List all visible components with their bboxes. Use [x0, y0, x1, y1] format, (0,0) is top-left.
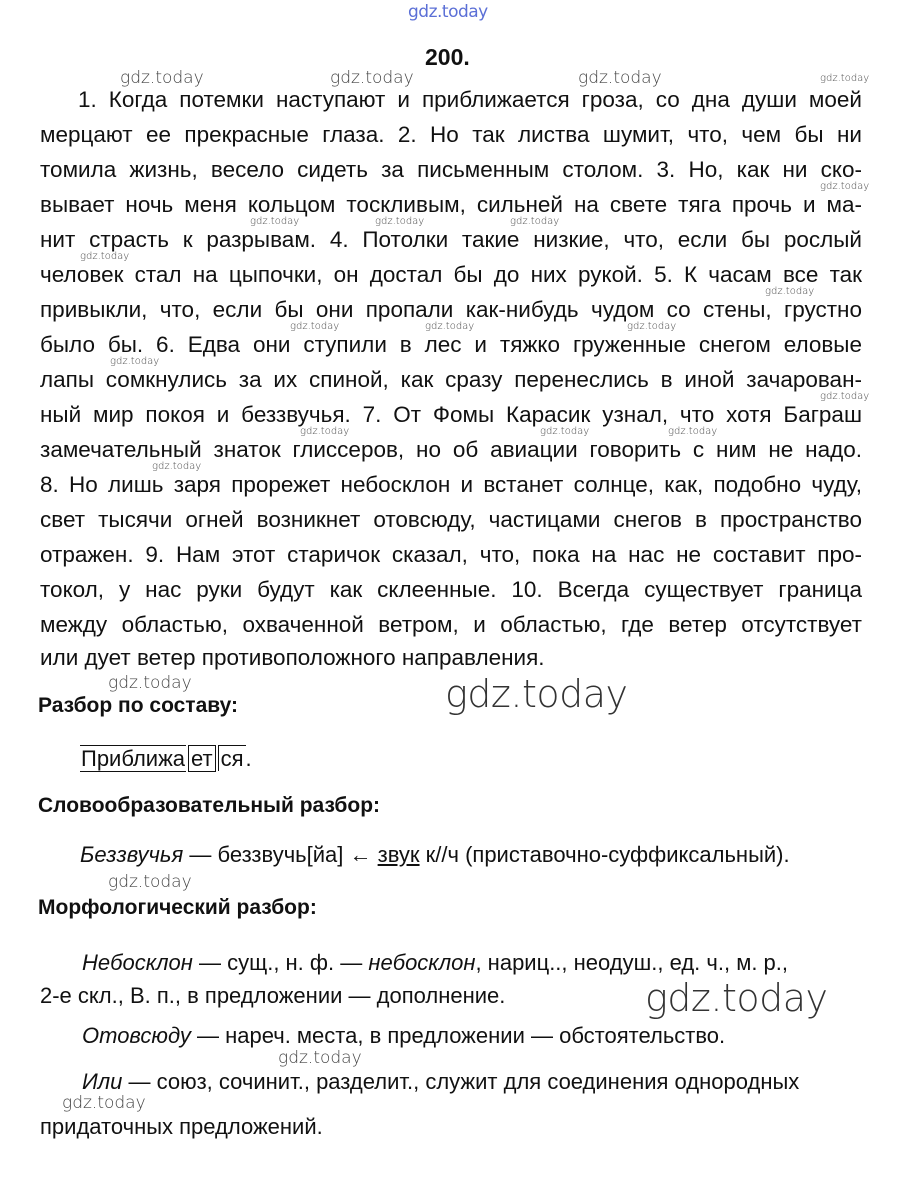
- exercise-number: 200.: [425, 44, 470, 70]
- morph-item: [82, 1023, 725, 1048]
- site-watermark-header: gdz.today: [408, 2, 488, 22]
- watermark: gdz.today: [152, 461, 202, 472]
- watermark: gdz.today: [375, 216, 425, 227]
- morph-text: — нареч. места, в предложении — обстоятельство.: [190, 1023, 726, 1048]
- watermark: gdz.today: [108, 872, 192, 892]
- text-line: ный мир покоя и беззвучья. 7. От Фомы Карасик узнал, что хотя Баграш: [40, 402, 862, 427]
- morph-item: [82, 1069, 799, 1094]
- text-line: мерцают ее прекрасные глаза. 2. Но так листва шумит, что, чем бы ни: [40, 122, 862, 147]
- text-line: между областью, охваченной ветром, и областью, где ветер отсутствует: [40, 612, 862, 637]
- watermark: gdz.today: [300, 426, 350, 437]
- watermark: gdz.today: [250, 216, 300, 227]
- text-line: токол, у нас руки будут как склеенные. 10. Всегда существует граница: [40, 577, 862, 602]
- watermark: gdz.today: [278, 1048, 362, 1068]
- word-root: Приближа: [81, 746, 186, 771]
- watermark: gdz.today: [627, 321, 677, 332]
- watermark: gdz.today: [290, 321, 340, 332]
- text-line: отражен. 9. Нам этот старичок сказал, что, пока на нас не составит про-: [40, 542, 862, 567]
- dash: —: [183, 842, 218, 867]
- watermark: gdz.today: [120, 68, 204, 88]
- text-line: 8. Но лишь заря прорежет небосклон и встанет солнце, как, подобно чуду,: [40, 472, 862, 497]
- text-line: человек стал на цыпочки, он достал бы до них рукой. 5. К часам все так: [40, 262, 862, 287]
- text-line: свет тысячи огней возникнет отовсюду, частицами снегов в пространство: [40, 507, 862, 532]
- morph-word: Небосклон: [82, 950, 193, 975]
- morph-text: , нариц.., неодуш., ед. ч., м. р.,: [475, 950, 789, 975]
- morph-item-cont: придаточных предложений.: [40, 1114, 323, 1139]
- watermark: gdz.today: [330, 68, 414, 88]
- morph-word: небосклон: [368, 950, 476, 975]
- text-line: томила жизнь, весело сидеть за письменным столом. 3. Но, как ни ско-: [40, 157, 862, 182]
- watermark: gdz.today: [540, 426, 590, 437]
- word-ending: ет: [188, 745, 216, 772]
- watermark: gdz.today: [62, 1093, 146, 1113]
- watermark: gdz.today: [425, 321, 475, 332]
- text-line: 1. Когда потемки наступают и приближается гроза, со дна души моей: [78, 87, 862, 112]
- morph-item: [82, 950, 788, 975]
- word-formation-heading: Словообразовательный разбор:: [38, 794, 381, 817]
- watermark: gdz.today: [80, 251, 130, 262]
- watermark: gdz.today: [110, 356, 160, 367]
- method: к//ч (приставочно-суффиксальный).: [419, 842, 790, 867]
- text-line: лапы сомкнулись за их спиной, как сразу перенеслись в иной зачарован-: [40, 367, 862, 392]
- morphology-heading: Морфологический разбор:: [38, 896, 317, 919]
- watermark: gdz.today: [668, 426, 718, 437]
- morpheme-analysis: беззвучь[йа]: [217, 842, 344, 867]
- watermark: gdz.today: [510, 216, 560, 227]
- text-line: было бы. 6. Едва они ступили в лес и тяжко груженные снегом еловые: [40, 332, 862, 357]
- morph-text: — сущ., н. ф. —: [192, 950, 369, 975]
- word-formation-analysis: [80, 842, 790, 867]
- morph-word: Или: [82, 1069, 123, 1094]
- arrow: ←: [343, 842, 378, 867]
- watermark: gdz.today: [820, 391, 870, 402]
- text-line: замечательный знаток глиссеров, но об авиации говорить с ним не надо.: [40, 437, 862, 462]
- watermark-large: gdz.today: [645, 976, 828, 1020]
- composition-analysis: [80, 746, 252, 771]
- analysed-word: Беззвучья: [80, 842, 184, 867]
- watermark-large: gdz.today: [445, 672, 628, 716]
- text-line: или дует ветер противоположного направления.: [40, 645, 545, 670]
- source-word: звук: [377, 842, 420, 867]
- watermark: gdz.today: [578, 68, 662, 88]
- morph-word: Отовсюду: [82, 1023, 191, 1048]
- watermark: gdz.today: [820, 73, 870, 84]
- morph-text: — союз, сочинит., разделит., служит для соединения однородных: [122, 1069, 800, 1094]
- text-line: нит страсть к разрывам. 4. Потолки такие низкие, что, если бы рослый: [40, 227, 862, 252]
- text-line: вывает ночь меня кольцом тоскливым, сильней на свете тяга прочь и ма-: [40, 192, 862, 217]
- word-postfix: ся: [218, 745, 246, 771]
- text-line: привыкли, что, если бы они пропали как-нибудь чудом со стены, грустно: [40, 297, 862, 322]
- composition-heading: Разбор по составу:: [38, 694, 239, 717]
- watermark: gdz.today: [820, 181, 870, 192]
- watermark: gdz.today: [108, 673, 192, 693]
- morph-item-cont: 2-е скл., В. п., в предложении — дополнение.: [40, 983, 506, 1008]
- punctuation: .: [245, 746, 252, 771]
- watermark: gdz.today: [765, 286, 815, 297]
